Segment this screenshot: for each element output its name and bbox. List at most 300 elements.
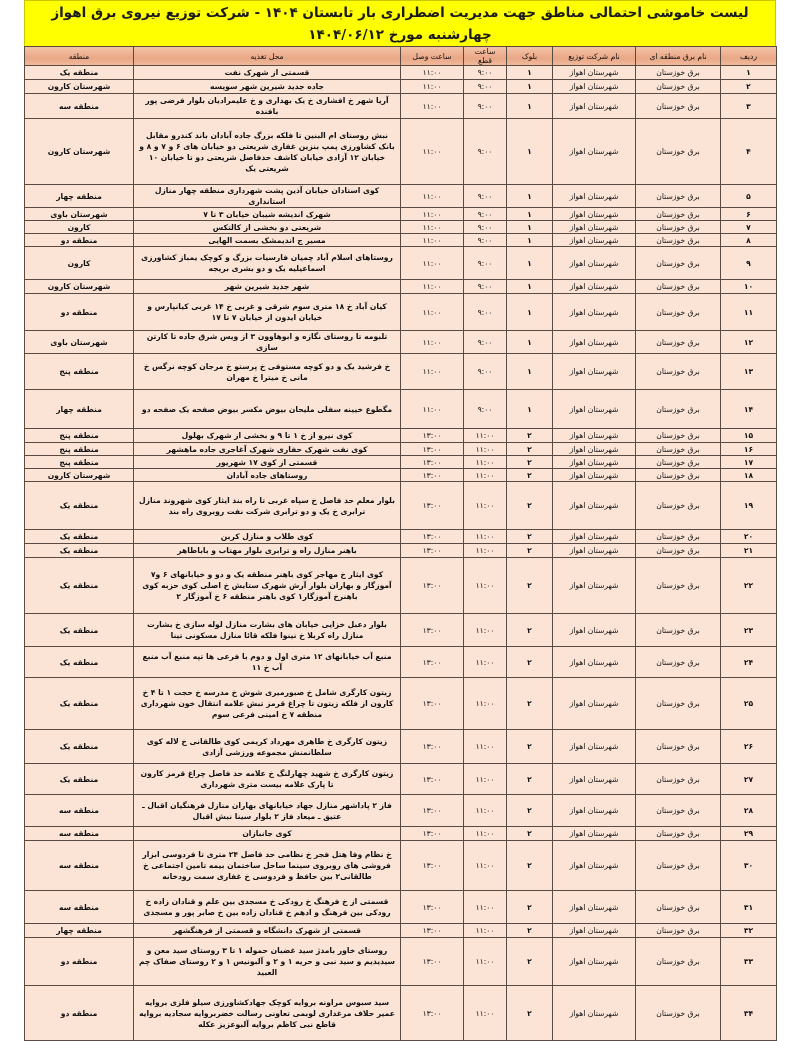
cut-time-cell: ۹:۰۰ bbox=[464, 247, 507, 280]
distribution-company-cell: شهرستان اهواز bbox=[553, 80, 636, 94]
connect-time-cell: ۱۳:۰۰ bbox=[401, 469, 464, 482]
row-number-cell: ۵ bbox=[721, 185, 777, 208]
table-row bbox=[25, 841, 777, 891]
cut-time-cell: ۱۱:۰۰ bbox=[464, 891, 507, 924]
table-row bbox=[25, 614, 777, 647]
region-cell: منطقه سه bbox=[25, 827, 134, 841]
distribution-company-cell: شهرستان اهواز bbox=[553, 66, 636, 80]
regional-company-cell: برق خوزستان bbox=[636, 443, 721, 456]
feed-location-cell: خ فرشید یک و دو کوچه مستوفی خ پرستو خ مرجان کوچه نرگس خ مانی خ میترا خ مهران bbox=[134, 354, 401, 390]
col-header-cut: ساعت قطع bbox=[464, 47, 507, 66]
regional-company-cell: برق خوزستان bbox=[636, 841, 721, 891]
block-cell: ۲ bbox=[507, 443, 553, 456]
row-number-cell: ۱۱ bbox=[721, 294, 777, 331]
row-number-cell: ۳۳ bbox=[721, 938, 777, 986]
regional-company-cell: برق خوزستان bbox=[636, 530, 721, 544]
cut-time-cell: ۹:۰۰ bbox=[464, 294, 507, 331]
feed-location-cell: تلبومه تا روستای نگازه و ابوهاوون ۳ از ویس شرق جاده تا کارتن سازی bbox=[134, 331, 401, 354]
feed-location-cell: قسمتی از شهرک نفت bbox=[134, 66, 401, 80]
distribution-company-cell: شهرستان اهواز bbox=[553, 185, 636, 208]
distribution-company-cell: شهرستان اهواز bbox=[553, 938, 636, 986]
row-number-cell: ۸ bbox=[721, 234, 777, 247]
block-cell: ۲ bbox=[507, 924, 553, 938]
connect-time-cell: ۱۱:۰۰ bbox=[401, 390, 464, 429]
regional-company-cell: برق خوزستان bbox=[636, 185, 721, 208]
regional-company-cell: برق خوزستان bbox=[636, 678, 721, 730]
table-row bbox=[25, 647, 777, 678]
distribution-company-cell: شهرستان اهواز bbox=[553, 795, 636, 827]
connect-time-cell: ۱۱:۰۰ bbox=[401, 66, 464, 80]
distribution-company-cell: شهرستان اهواز bbox=[553, 924, 636, 938]
row-number-cell: ۱ bbox=[721, 66, 777, 80]
connect-time-cell: ۱۳:۰۰ bbox=[401, 544, 464, 558]
feed-location-cell: کوی استادان خیابان آذین پشت شهرداری منطقه چهار منازل استانداری bbox=[134, 185, 401, 208]
table-row bbox=[25, 354, 777, 390]
header-row bbox=[25, 47, 777, 66]
region-cell: منطقه یک bbox=[25, 544, 134, 558]
cut-time-cell: ۱۱:۰۰ bbox=[464, 429, 507, 443]
regional-company-cell: برق خوزستان bbox=[636, 80, 721, 94]
connect-time-cell: ۱۱:۰۰ bbox=[401, 208, 464, 221]
outage-sheet bbox=[24, 0, 776, 1041]
row-number-cell: ۷ bbox=[721, 221, 777, 234]
block-cell: ۱ bbox=[507, 280, 553, 294]
regional-company-cell: برق خوزستان bbox=[636, 614, 721, 647]
cut-time-cell: ۱۱:۰۰ bbox=[464, 456, 507, 469]
connect-time-cell: ۱۱:۰۰ bbox=[401, 119, 464, 185]
block-cell: ۱ bbox=[507, 294, 553, 331]
cut-time-cell: ۹:۰۰ bbox=[464, 80, 507, 94]
outage-table bbox=[24, 46, 777, 1041]
connect-time-cell: ۱۳:۰۰ bbox=[401, 456, 464, 469]
feed-location-cell: آریا شهر خ افشاری خ یک بهداری و خ علیمرادیان بلوار فرضی پور بافنده bbox=[134, 94, 401, 119]
cut-time-cell: ۱۱:۰۰ bbox=[464, 558, 507, 614]
feed-location-cell: نبش روستای ام البنین تا فلکه بزرگ جاده آبادان باند کندرو مقابل بانک کشاورزی پمپ بنزین غفاری شریعتی دو خیابان های ۶ و ۷ و ۸ و خیابان ۱۲ آزادی خیابان کاشف حدفاصل شریعتی دو تا خیابان ۱۰ شریعتی یک bbox=[134, 119, 401, 185]
row-number-cell: ۳۴ bbox=[721, 986, 777, 1041]
table-row bbox=[25, 429, 777, 443]
cut-time-cell: ۱۱:۰۰ bbox=[464, 614, 507, 647]
region-cell: منطقه یک bbox=[25, 730, 134, 764]
region-cell: منطقه یک bbox=[25, 482, 134, 530]
cut-time-cell: ۱۱:۰۰ bbox=[464, 841, 507, 891]
feed-location-cell: کیان آباد خ ۱۸ متری سوم شرقی و غربی خ ۱۴ غربی کیانپارس و خیابان ایدون از خیابان ۷ تا ۱۷ bbox=[134, 294, 401, 331]
block-cell: ۲ bbox=[507, 469, 553, 482]
regional-company-cell: برق خوزستان bbox=[636, 94, 721, 119]
feed-location-cell: سید سبوس مراونه بروایه کوچک جهادکشاورزی سیلو فلزی بروایه عمیر حلاف مرغداری لوبمی تعاونی رسالت خضربروایه سجادیه بروایه قاطع نبی کاظم بروایه آلبوعزیز عکله bbox=[134, 986, 401, 1041]
distribution-company-cell: شهرستان اهواز bbox=[553, 558, 636, 614]
connect-time-cell: ۱۳:۰۰ bbox=[401, 764, 464, 795]
feed-location-cell: کوی ایثار خ مهاجر کوی باهنر منطقه یک و دو و خیابانهای ۶ و۷ آموزگار و بهاران بلوار آرش شهرک ستایش خ اصلی کوی حزبه کوی باهنرخ آموزگار۱ کوی باهنر منطقه ۶ خ آموزگار ۲ bbox=[134, 558, 401, 614]
connect-time-cell: ۱۳:۰۰ bbox=[401, 678, 464, 730]
region-cell: شهرستان باوی bbox=[25, 331, 134, 354]
connect-time-cell: ۱۳:۰۰ bbox=[401, 986, 464, 1041]
region-cell: منطقه دو bbox=[25, 234, 134, 247]
regional-company-cell: برق خوزستان bbox=[636, 234, 721, 247]
region-cell: منطقه یک bbox=[25, 764, 134, 795]
feed-location-cell: باهنر منازل راه و ترابری بلوار مهتاب و باباطاهر bbox=[134, 544, 401, 558]
distribution-company-cell: شهرستان اهواز bbox=[553, 119, 636, 185]
cut-time-cell: ۹:۰۰ bbox=[464, 66, 507, 80]
distribution-company-cell: شهرستان اهواز bbox=[553, 544, 636, 558]
cut-time-cell: ۹:۰۰ bbox=[464, 208, 507, 221]
distribution-company-cell: شهرستان اهواز bbox=[553, 429, 636, 443]
feed-location-cell: جاده جدید شیرین شهر سویسه bbox=[134, 80, 401, 94]
connect-time-cell: ۱۱:۰۰ bbox=[401, 80, 464, 94]
row-number-cell: ۲۴ bbox=[721, 647, 777, 678]
distribution-company-cell: شهرستان اهواز bbox=[553, 530, 636, 544]
col-header-place: محل تغذیه bbox=[134, 47, 401, 66]
row-number-cell: ۲۱ bbox=[721, 544, 777, 558]
row-number-cell: ۲۵ bbox=[721, 678, 777, 730]
block-cell: ۱ bbox=[507, 185, 553, 208]
connect-time-cell: ۱۳:۰۰ bbox=[401, 558, 464, 614]
regional-company-cell: برق خوزستان bbox=[636, 544, 721, 558]
feed-location-cell: منبع آب خیابانهای ۱۲ متری اول و دوم با فرعی ها تپه منبع آب منبع آب خ ۱۱ bbox=[134, 647, 401, 678]
title-band bbox=[24, 0, 776, 46]
block-cell: ۱ bbox=[507, 66, 553, 80]
region-cell: شهرستان باوی bbox=[25, 208, 134, 221]
region-cell: منطقه دو bbox=[25, 294, 134, 331]
cut-time-cell: ۹:۰۰ bbox=[464, 94, 507, 119]
row-number-cell: ۱۶ bbox=[721, 443, 777, 456]
table-row bbox=[25, 331, 777, 354]
connect-time-cell: ۱۱:۰۰ bbox=[401, 294, 464, 331]
connect-time-cell: ۱۳:۰۰ bbox=[401, 730, 464, 764]
table-row bbox=[25, 764, 777, 795]
row-number-cell: ۱۰ bbox=[721, 280, 777, 294]
block-cell: ۲ bbox=[507, 938, 553, 986]
feed-location-cell: بلوار دعبل خزایی خیابان های بشارت منازل لوله سازی خ بشارت منازل راه کربلا خ نینوا فلکه قائا منازل مسکونی تینا bbox=[134, 614, 401, 647]
document-title: لیست خاموشی احتمالی مناطق جهت مدیریت اضطراری بار تابستان ۱۴۰۴ - شرکت توزیع نیروی برق اهواز bbox=[51, 5, 749, 21]
connect-time-cell: ۱۳:۰۰ bbox=[401, 614, 464, 647]
cut-time-cell: ۹:۰۰ bbox=[464, 185, 507, 208]
row-number-cell: ۳ bbox=[721, 94, 777, 119]
block-cell: ۱ bbox=[507, 119, 553, 185]
feed-location-cell: زیتون کارگری خ شهید چهارلنگ خ علامه حد فاصل چراغ قرمز کارون تا پارک علامه بیست متری شهرداری bbox=[134, 764, 401, 795]
distribution-company-cell: شهرستان اهواز bbox=[553, 390, 636, 429]
regional-company-cell: برق خوزستان bbox=[636, 221, 721, 234]
region-cell: شهرستان کارون bbox=[25, 280, 134, 294]
feed-location-cell: قسمتی از شهرک دانشگاه و قسمتی از فرهنگشهر bbox=[134, 924, 401, 938]
region-cell: منطقه یک bbox=[25, 558, 134, 614]
feed-location-cell: شهرک اندیشه شیبان خیابان ۳ تا ۷ bbox=[134, 208, 401, 221]
connect-time-cell: ۱۳:۰۰ bbox=[401, 891, 464, 924]
block-cell: ۱ bbox=[507, 247, 553, 280]
table-row bbox=[25, 247, 777, 280]
feed-location-cell: شهر جدید شیرین شهر bbox=[134, 280, 401, 294]
connect-time-cell: ۱۳:۰۰ bbox=[401, 827, 464, 841]
row-number-cell: ۲۲ bbox=[721, 558, 777, 614]
regional-company-cell: برق خوزستان bbox=[636, 764, 721, 795]
row-number-cell: ۲۹ bbox=[721, 827, 777, 841]
feed-location-cell: مگطوع خیینه سفلی ملیحان بیوض مکسر بیوض صفحه یک صفحه دو bbox=[134, 390, 401, 429]
distribution-company-cell: شهرستان اهواز bbox=[553, 469, 636, 482]
cut-time-cell: ۱۱:۰۰ bbox=[464, 443, 507, 456]
connect-time-cell: ۱۳:۰۰ bbox=[401, 482, 464, 530]
connect-time-cell: ۱۳:۰۰ bbox=[401, 924, 464, 938]
row-number-cell: ۱۹ bbox=[721, 482, 777, 530]
connect-time-cell: ۱۳:۰۰ bbox=[401, 429, 464, 443]
connect-time-cell: ۱۱:۰۰ bbox=[401, 221, 464, 234]
distribution-company-cell: شهرستان اهواز bbox=[553, 986, 636, 1041]
table-row bbox=[25, 234, 777, 247]
connect-time-cell: ۱۳:۰۰ bbox=[401, 841, 464, 891]
feed-location-cell: بلوار معلم حد فاصل خ سپاه غربی تا راه بند ایثار کوی شهروند منازل ترابری خ یک و دو ترابری شرکت نفت روبروی راه بند bbox=[134, 482, 401, 530]
region-cell: منطقه دو bbox=[25, 986, 134, 1041]
cut-time-cell: ۱۱:۰۰ bbox=[464, 986, 507, 1041]
block-cell: ۱ bbox=[507, 94, 553, 119]
region-cell: منطقه یک bbox=[25, 647, 134, 678]
document-date: چهارشنبه مورخ ۱۴۰۴/۰۶/۱۲ bbox=[308, 27, 492, 43]
block-cell: ۲ bbox=[507, 891, 553, 924]
table-row bbox=[25, 66, 777, 80]
table-row bbox=[25, 80, 777, 94]
cut-time-cell: ۱۱:۰۰ bbox=[464, 938, 507, 986]
block-cell: ۲ bbox=[507, 558, 553, 614]
region-cell: منطقه پنج bbox=[25, 429, 134, 443]
connect-time-cell: ۱۳:۰۰ bbox=[401, 938, 464, 986]
feed-location-cell: کوی نفت شهرک حفاری شهرک آغاجری جاده ماهشهر bbox=[134, 443, 401, 456]
row-number-cell: ۲۸ bbox=[721, 795, 777, 827]
row-number-cell: ۱۷ bbox=[721, 456, 777, 469]
table-row bbox=[25, 456, 777, 469]
feed-location-cell: زیتون کارگری خ طاهری مهرداد کریمی کوی طالقانی خ لاله کوی سلطانمنش مجموعه ورزشی آزادی bbox=[134, 730, 401, 764]
table-row bbox=[25, 827, 777, 841]
feed-location-cell: کوی جانبازان bbox=[134, 827, 401, 841]
table-row bbox=[25, 185, 777, 208]
regional-company-cell: برق خوزستان bbox=[636, 558, 721, 614]
regional-company-cell: برق خوزستان bbox=[636, 482, 721, 530]
regional-company-cell: برق خوزستان bbox=[636, 429, 721, 443]
region-cell: منطقه سه bbox=[25, 841, 134, 891]
region-cell: کارون bbox=[25, 221, 134, 234]
table-row bbox=[25, 986, 777, 1041]
regional-company-cell: برق خوزستان bbox=[636, 119, 721, 185]
row-number-cell: ۱۴ bbox=[721, 390, 777, 429]
cut-time-cell: ۱۱:۰۰ bbox=[464, 530, 507, 544]
distribution-company-cell: شهرستان اهواز bbox=[553, 208, 636, 221]
block-cell: ۲ bbox=[507, 429, 553, 443]
regional-company-cell: برق خوزستان bbox=[636, 390, 721, 429]
regional-company-cell: برق خوزستان bbox=[636, 647, 721, 678]
row-number-cell: ۳۱ bbox=[721, 891, 777, 924]
regional-company-cell: برق خوزستان bbox=[636, 294, 721, 331]
distribution-company-cell: شهرستان اهواز bbox=[553, 678, 636, 730]
distribution-company-cell: شهرستان اهواز bbox=[553, 614, 636, 647]
block-cell: ۲ bbox=[507, 678, 553, 730]
distribution-company-cell: شهرستان اهواز bbox=[553, 891, 636, 924]
cut-time-cell: ۱۱:۰۰ bbox=[464, 795, 507, 827]
regional-company-cell: برق خوزستان bbox=[636, 795, 721, 827]
regional-company-cell: برق خوزستان bbox=[636, 66, 721, 80]
block-cell: ۲ bbox=[507, 827, 553, 841]
col-header-block: بلوک bbox=[507, 47, 553, 66]
table-row bbox=[25, 294, 777, 331]
regional-company-cell: برق خوزستان bbox=[636, 208, 721, 221]
block-cell: ۱ bbox=[507, 208, 553, 221]
table-body bbox=[25, 66, 777, 1041]
distribution-company-cell: شهرستان اهواز bbox=[553, 482, 636, 530]
cut-time-cell: ۱۱:۰۰ bbox=[464, 544, 507, 558]
cut-time-cell: ۹:۰۰ bbox=[464, 280, 507, 294]
row-number-cell: ۲۳ bbox=[721, 614, 777, 647]
regional-company-cell: برق خوزستان bbox=[636, 924, 721, 938]
cut-time-cell: ۹:۰۰ bbox=[464, 390, 507, 429]
block-cell: ۱ bbox=[507, 221, 553, 234]
cut-time-cell: ۱۱:۰۰ bbox=[464, 678, 507, 730]
distribution-company-cell: شهرستان اهواز bbox=[553, 730, 636, 764]
row-number-cell: ۳۲ bbox=[721, 924, 777, 938]
cut-time-cell: ۱۱:۰۰ bbox=[464, 827, 507, 841]
table-row bbox=[25, 730, 777, 764]
region-cell: منطقه چهار bbox=[25, 185, 134, 208]
table-row bbox=[25, 443, 777, 456]
feed-location-cell: فاز ۲ پاداشهر منازل جهاد خیابانهای بهاران منازل فرهنگیان اقبال ـ عتیق ـ میعاد فاز ۲ بلوار سینا نبش اقبال bbox=[134, 795, 401, 827]
feed-location-cell: روستاهای اسلام آباد چمیان فارسیات بزرگ و کوچک یمباز کشاورزی اسماعیلیه یک و دو بشری بریجه bbox=[134, 247, 401, 280]
table-row bbox=[25, 94, 777, 119]
regional-company-cell: برق خوزستان bbox=[636, 247, 721, 280]
connect-time-cell: ۱۱:۰۰ bbox=[401, 185, 464, 208]
block-cell: ۱ bbox=[507, 331, 553, 354]
feed-location-cell: شریعتی دو بخشی از کالتکس bbox=[134, 221, 401, 234]
connect-time-cell: ۱۳:۰۰ bbox=[401, 647, 464, 678]
feed-location-cell: قسمتی از خ فرهنگ خ رودکی خ مسجدی بین علم و قنادان زاده خ رودکی بین فرهنگ و ادهم خ قنادان زاده بین خ صابر پور و مسجدی bbox=[134, 891, 401, 924]
table-row bbox=[25, 469, 777, 482]
block-cell: ۲ bbox=[507, 544, 553, 558]
region-cell: منطقه سه bbox=[25, 891, 134, 924]
block-cell: ۲ bbox=[507, 482, 553, 530]
table-row bbox=[25, 891, 777, 924]
distribution-company-cell: شهرستان اهواز bbox=[553, 94, 636, 119]
region-cell: منطقه چهار bbox=[25, 390, 134, 429]
feed-location-cell: خ نظام وفا هتل فجر خ نظامی حد فاصل ۲۴ متری تا فردوسی ابزار فروشی های روبروی سینما ساحل ساختمان بیمه تامین اجتماعی خ طالقانی۲ بین حافظ و فردوسی خ غفاری سمت رودخانه bbox=[134, 841, 401, 891]
distribution-company-cell: شهرستان اهواز bbox=[553, 234, 636, 247]
col-header-connect: ساعت وصل bbox=[401, 47, 464, 66]
cut-time-cell: ۱۱:۰۰ bbox=[464, 482, 507, 530]
table-row bbox=[25, 119, 777, 185]
region-cell: منطقه پنج bbox=[25, 456, 134, 469]
distribution-company-cell: شهرستان اهواز bbox=[553, 827, 636, 841]
feed-location-cell: مسیر ج اندیمشک بسمت الهایی bbox=[134, 234, 401, 247]
regional-company-cell: برق خوزستان bbox=[636, 891, 721, 924]
region-cell: منطقه چهار bbox=[25, 924, 134, 938]
connect-time-cell: ۱۱:۰۰ bbox=[401, 234, 464, 247]
block-cell: ۱ bbox=[507, 80, 553, 94]
table-row bbox=[25, 390, 777, 429]
block-cell: ۲ bbox=[507, 986, 553, 1041]
block-cell: ۲ bbox=[507, 614, 553, 647]
cut-time-cell: ۹:۰۰ bbox=[464, 354, 507, 390]
region-cell: منطقه پنج bbox=[25, 354, 134, 390]
table-row bbox=[25, 938, 777, 986]
region-cell: شهرستان کارون bbox=[25, 469, 134, 482]
cut-time-cell: ۱۱:۰۰ bbox=[464, 469, 507, 482]
table-row bbox=[25, 221, 777, 234]
cut-time-cell: ۱۱:۰۰ bbox=[464, 647, 507, 678]
connect-time-cell: ۱۳:۰۰ bbox=[401, 795, 464, 827]
cut-time-cell: ۹:۰۰ bbox=[464, 234, 507, 247]
regional-company-cell: برق خوزستان bbox=[636, 354, 721, 390]
row-number-cell: ۱۵ bbox=[721, 429, 777, 443]
region-cell: منطقه سه bbox=[25, 795, 134, 827]
regional-company-cell: برق خوزستان bbox=[636, 986, 721, 1041]
row-number-cell: ۲۷ bbox=[721, 764, 777, 795]
regional-company-cell: برق خوزستان bbox=[636, 280, 721, 294]
feed-location-cell: روستای خاور بامدژ سید غضبان حموله ۱ تا ۳ روستای سید معن و سیدیدیم و سید نبی و حریه ۱ و ۲ و آلبونیس ۱ و ۲ روستای صفاک چم العبید bbox=[134, 938, 401, 986]
table-row bbox=[25, 544, 777, 558]
row-number-cell: ۴ bbox=[721, 119, 777, 185]
feed-location-cell: روستاهای جاده آبادان bbox=[134, 469, 401, 482]
region-cell: منطقه دو bbox=[25, 938, 134, 986]
table-row bbox=[25, 678, 777, 730]
row-number-cell: ۱۸ bbox=[721, 469, 777, 482]
table-row bbox=[25, 280, 777, 294]
block-cell: ۱ bbox=[507, 234, 553, 247]
block-cell: ۲ bbox=[507, 764, 553, 795]
region-cell: منطقه یک bbox=[25, 66, 134, 80]
connect-time-cell: ۱۳:۰۰ bbox=[401, 530, 464, 544]
row-number-cell: ۳۰ bbox=[721, 841, 777, 891]
cut-time-cell: ۱۱:۰۰ bbox=[464, 730, 507, 764]
distribution-company-cell: شهرستان اهواز bbox=[553, 841, 636, 891]
block-cell: ۲ bbox=[507, 841, 553, 891]
block-cell: ۲ bbox=[507, 530, 553, 544]
regional-company-cell: برق خوزستان bbox=[636, 469, 721, 482]
region-cell: منطقه یک bbox=[25, 614, 134, 647]
regional-company-cell: برق خوزستان bbox=[636, 730, 721, 764]
table-row bbox=[25, 924, 777, 938]
row-number-cell: ۲ bbox=[721, 80, 777, 94]
block-cell: ۲ bbox=[507, 730, 553, 764]
distribution-company-cell: شهرستان اهواز bbox=[553, 764, 636, 795]
region-cell: شهرستان کارون bbox=[25, 119, 134, 185]
feed-location-cell: قسمتی از کوی ۱۷ شهریور bbox=[134, 456, 401, 469]
region-cell: منطقه یک bbox=[25, 678, 134, 730]
distribution-company-cell: شهرستان اهواز bbox=[553, 354, 636, 390]
connect-time-cell: ۱۱:۰۰ bbox=[401, 94, 464, 119]
cut-time-cell: ۱۱:۰۰ bbox=[464, 764, 507, 795]
regional-company-cell: برق خوزستان bbox=[636, 827, 721, 841]
row-number-cell: ۱۳ bbox=[721, 354, 777, 390]
distribution-company-cell: شهرستان اهواز bbox=[553, 247, 636, 280]
row-number-cell: ۱۲ bbox=[721, 331, 777, 354]
block-cell: ۱ bbox=[507, 390, 553, 429]
distribution-company-cell: شهرستان اهواز bbox=[553, 280, 636, 294]
table-row bbox=[25, 208, 777, 221]
region-cell: منطقه سه bbox=[25, 94, 134, 119]
connect-time-cell: ۱۱:۰۰ bbox=[401, 331, 464, 354]
col-header-region: منطقه bbox=[25, 47, 134, 66]
distribution-company-cell: شهرستان اهواز bbox=[553, 443, 636, 456]
regional-company-cell: برق خوزستان bbox=[636, 331, 721, 354]
table-row bbox=[25, 530, 777, 544]
feed-location-cell: زیتون کارگری شامل خ صبورمیری شوش خ مدرسه خ حجت ۱ تا ۴ خ کارون از فلکه زیتون تا چراغ قرمز تبش علامه انتقال خون شهرداری منطقه ۷ خ امینی فرعی سوم bbox=[134, 678, 401, 730]
table-row bbox=[25, 558, 777, 614]
table-row bbox=[25, 482, 777, 530]
regional-company-cell: برق خوزستان bbox=[636, 938, 721, 986]
region-cell: کارون bbox=[25, 247, 134, 280]
row-number-cell: ۲۶ bbox=[721, 730, 777, 764]
feed-location-cell: کوی نیرو از خ ۱ تا ۹ و بخشی از شهرک بهلول bbox=[134, 429, 401, 443]
block-cell: ۲ bbox=[507, 795, 553, 827]
block-cell: ۲ bbox=[507, 647, 553, 678]
feed-location-cell: کوی طلاب و منازل کربن bbox=[134, 530, 401, 544]
distribution-company-cell: شهرستان اهواز bbox=[553, 456, 636, 469]
col-header-regional: نام برق منطقه ای bbox=[636, 47, 721, 66]
connect-time-cell: ۱۱:۰۰ bbox=[401, 280, 464, 294]
connect-time-cell: ۱۱:۰۰ bbox=[401, 247, 464, 280]
row-number-cell: ۹ bbox=[721, 247, 777, 280]
